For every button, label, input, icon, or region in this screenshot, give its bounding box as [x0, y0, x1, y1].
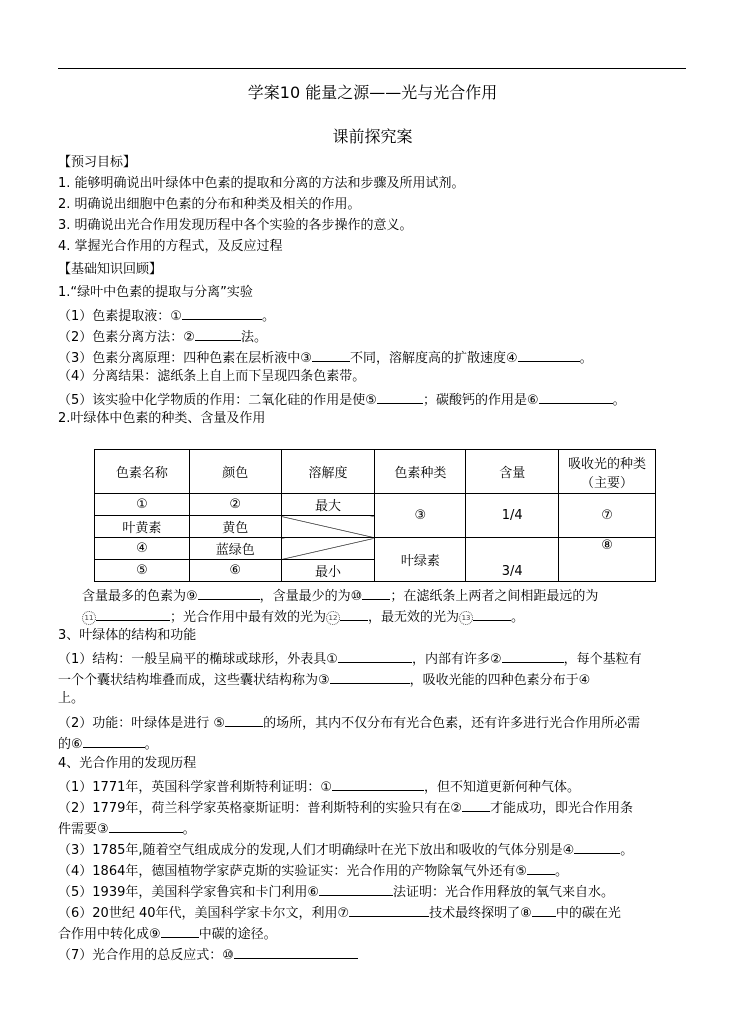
- goal-2: 2. 明确说出细胞中色素的分布和种类及相关的作用。: [58, 197, 361, 212]
- q4-p2: （2）1779年，荷兰科学家英格豪斯证明：普利斯特利的实验只有在② 才能成功，即光合作用条: [58, 798, 633, 817]
- q1-head: 1.“绿叶中色素的提取与分离”实验: [58, 285, 253, 300]
- diagonal-cell: [281, 516, 375, 538]
- blank: [225, 713, 263, 727]
- q1-line-1: （1）色素提取液：① 。: [58, 306, 275, 325]
- cell: ⑧: [559, 538, 656, 582]
- circled-12-icon: 12: [326, 611, 340, 625]
- q4-p3: （3）1785年,随着空气组成成分的发现,人们才明确绿叶在光下放出和吸收的气体分别是④ 。: [58, 840, 633, 859]
- blank: [362, 586, 390, 600]
- blank: [539, 390, 613, 404]
- section-basic: 【基础知识回顾】: [58, 262, 163, 277]
- th-name: 色素名称: [95, 450, 190, 494]
- th-color: 颜色: [189, 450, 281, 494]
- goal-1: 1. 能够明确说出叶绿体中色素的提取和分离的方法和步骤及所用试剂。: [58, 176, 465, 191]
- blank: [198, 586, 260, 600]
- goal-4: 4. 掌握光合作用的方程式，及反应过程: [58, 239, 283, 254]
- blank: [161, 924, 199, 938]
- q3-struct-1: （1）结构：一般呈扁平的椭球或球形，外表具① ，内部有许多② ，每个基粒有: [58, 649, 642, 668]
- th-type: 色素种类: [375, 450, 466, 494]
- blank: [462, 798, 490, 812]
- blank: [574, 840, 620, 854]
- top-rule: [58, 68, 686, 69]
- blank: [312, 348, 350, 362]
- blank: [473, 607, 511, 621]
- cell: 叶绿素: [375, 538, 466, 582]
- cell: 叶黄素: [95, 516, 190, 538]
- cell: ②: [189, 494, 281, 516]
- blank: [377, 390, 423, 404]
- q3-struct-2: 一个个囊状结构堆叠而成，这些囊状结构称为③ ，吸收光能的四种色素分布于④: [58, 670, 590, 689]
- q4-p1: （1）1771年，英国科学家普利斯特利证明：① ，但不知道更新何种气体。: [58, 777, 580, 796]
- page-title: 学案10 能量之源——光与光合作用: [247, 83, 498, 102]
- blank: [502, 649, 564, 663]
- th-content: 含量: [466, 450, 559, 494]
- blank: [182, 306, 262, 320]
- q4-p6-cont: 合作用中转化成⑨ 中碳的途径。: [58, 924, 277, 943]
- q1-line-3: （3）色素分离原理：四种色素在层析液中③ 不同，溶解度高的扩散速度④ 。: [58, 348, 593, 367]
- goal-3: 3. 明确说出光合作用发现历程中各个实验的各步操作的意义。: [58, 218, 413, 233]
- section-goals: 【预习目标】: [58, 155, 137, 170]
- q4-p5: （5）1939年，美国科学家鲁宾和卡门利用⑥ 法证明：光合作用释放的氧气来自水。: [58, 882, 614, 901]
- blank: [109, 819, 183, 833]
- q3-func-2: 的⑥ 。: [58, 734, 158, 753]
- cell: ④: [95, 538, 190, 560]
- blank: [330, 670, 410, 684]
- q1-line-2: （2）色素分离方法：② 法。: [58, 327, 267, 346]
- cell: ⑦: [559, 494, 656, 538]
- blank: [527, 861, 555, 875]
- cell: 1/4: [466, 494, 559, 538]
- q4-p4: （4）1864年，德国植物学家萨克斯的实验证实：光合作用的产物除氧气外还有⑤ 。: [58, 861, 568, 880]
- blank: [195, 327, 241, 341]
- q3-head: 3、叶绿体的结构和功能: [58, 628, 197, 643]
- blank: [96, 607, 170, 621]
- blank: [234, 945, 358, 959]
- th-absorb: 吸收光的种类（主要）: [559, 450, 656, 494]
- cell: ①: [95, 494, 190, 516]
- q1-line-5: （5）该实验中化学物质的作用：二氧化硅的作用是使⑤ ；碳酸钙的作用是⑥ 。: [58, 390, 626, 409]
- blank: [83, 734, 145, 748]
- diagonal-cell: [281, 538, 375, 560]
- cell: 3/4: [466, 538, 559, 582]
- q3-struct-3: 上。: [58, 691, 85, 706]
- blank: [340, 607, 368, 621]
- pigment-table: [94, 449, 656, 582]
- blank: [319, 882, 393, 896]
- q4-p6: （6）20世纪 40年代，美国科学家卡尔文，利用⑦ 技术最终探明了⑧ 中的碳在光: [58, 903, 621, 922]
- q4-head: 4、光合作用的发现历程: [58, 756, 197, 771]
- q1-line-4: （4）分离结果：滤纸条上自上而下呈现四条色素带。: [58, 369, 366, 384]
- after-table-1: 含量最多的色素为⑨ ，含量最少的为⑩ ；在滤纸条上两者之间相距最远的为: [82, 586, 598, 605]
- cell: 最大: [281, 494, 375, 516]
- cell: 最小: [281, 560, 375, 582]
- circled-11-icon: 11: [82, 611, 96, 625]
- circled-13-icon: 13: [459, 611, 473, 625]
- after-table-2: 11 ；光合作用中最有效的光为 12 ，最无效的光为 13 。: [82, 607, 524, 626]
- q4-p7: （7）光合作用的总反应式：⑩: [58, 945, 358, 964]
- blank: [518, 348, 580, 362]
- th-solubility: 溶解度: [281, 450, 375, 494]
- blank: [349, 903, 429, 917]
- q2-head: 2.叶绿体中色素的种类、含量及作用: [58, 411, 266, 426]
- cell: ⑤: [95, 560, 190, 582]
- page-subtitle: 课前探究案: [332, 127, 413, 146]
- cell: ③: [375, 494, 466, 538]
- blank: [332, 777, 424, 791]
- q4-p2-cont: 件需要③ 。: [58, 819, 196, 838]
- cell: 蓝绿色: [189, 538, 281, 560]
- q3-func-1: （2）功能：叶绿体是进行 ⑤ 的场所，其内不仅分布有光合色素，还有许多进行光合作用所必需: [58, 713, 640, 732]
- blank: [532, 903, 556, 917]
- cell: 黄色: [189, 516, 281, 538]
- blank: [338, 649, 412, 663]
- cell: ⑥: [189, 560, 281, 582]
